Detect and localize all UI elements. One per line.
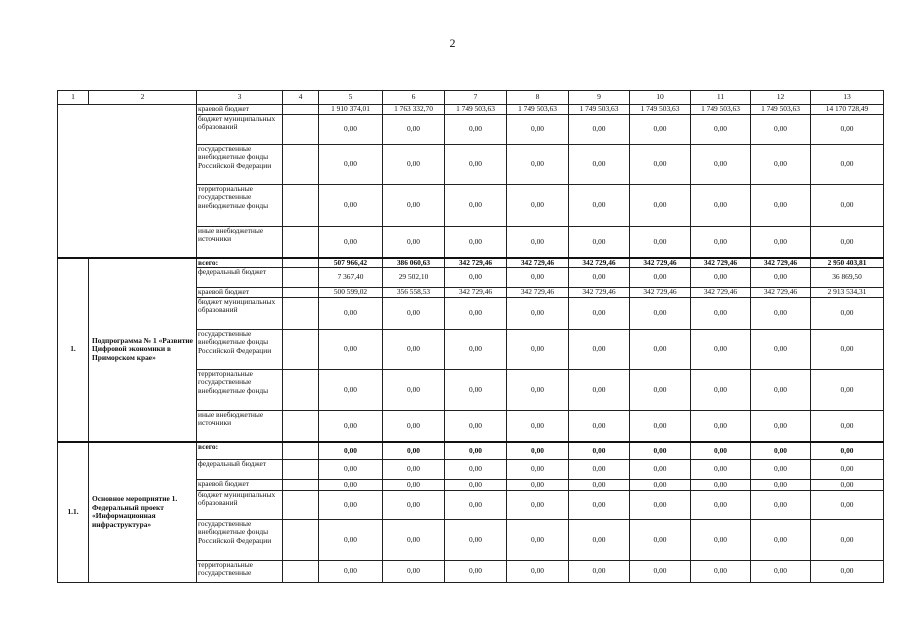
value-cell: 0,00 (811, 115, 884, 145)
value-cell: 0,00 (751, 330, 811, 370)
value-cell: 0,00 (630, 115, 691, 145)
value-cell: 0,00 (630, 561, 691, 583)
value-cell: 0,00 (445, 298, 507, 330)
value-cell: 0,00 (630, 227, 691, 258)
value-cell: 386 060,63 (383, 258, 445, 268)
value-cell: 14 170 728,49 (811, 105, 884, 115)
value-cell: 0,00 (751, 460, 811, 480)
value-cell: 0,00 (630, 460, 691, 480)
column-4-cell (283, 460, 319, 480)
value-cell: 342 729,46 (691, 258, 751, 268)
value-cell: 0,00 (569, 268, 630, 288)
value-cell: 0,00 (630, 411, 691, 442)
value-cell: 0,00 (630, 491, 691, 520)
source-label: иные внебюджетные источники (197, 227, 283, 258)
page-number: 2 (449, 36, 456, 50)
value-cell: 0,00 (383, 460, 445, 480)
column-4-cell (283, 105, 319, 115)
source-label: государственные внебюджетные фонды Российской Федерации (197, 330, 283, 370)
header-cell: 1 (58, 91, 89, 105)
value-cell: 0,00 (507, 370, 569, 411)
value-cell: 0,00 (811, 460, 884, 480)
value-cell: 0,00 (445, 115, 507, 145)
value-cell: 0,00 (319, 115, 383, 145)
source-label: федеральный бюджет (197, 460, 283, 480)
value-cell: 0,00 (569, 298, 630, 330)
value-cell: 0,00 (811, 561, 884, 583)
source-label: территориальные государственные (197, 561, 283, 583)
value-cell: 0,00 (691, 520, 751, 561)
header-cell: 13 (811, 91, 884, 105)
value-cell: 0,00 (751, 298, 811, 330)
value-cell: 0,00 (445, 370, 507, 411)
header-cell: 9 (569, 91, 630, 105)
value-cell: 0,00 (319, 411, 383, 442)
value-cell: 342 729,46 (445, 288, 507, 298)
value-cell: 0,00 (383, 145, 445, 185)
value-cell: 342 729,46 (751, 258, 811, 268)
value-cell: 0,00 (751, 185, 811, 227)
funding-table (57, 90, 884, 583)
value-cell: 0,00 (445, 480, 507, 491)
header-row (58, 91, 884, 105)
value-cell: 0,00 (445, 227, 507, 258)
source-label: бюджет муниципальных образований (197, 298, 283, 330)
column-4-cell (283, 491, 319, 520)
value-cell: 0,00 (319, 442, 383, 460)
value-cell: 0,00 (751, 268, 811, 288)
source-label: всего: (197, 442, 283, 460)
value-cell: 342 729,46 (569, 288, 630, 298)
value-cell: 1 763 332,70 (383, 105, 445, 115)
value-cell: 0,00 (691, 145, 751, 185)
value-cell: 0,00 (630, 185, 691, 227)
value-cell: 0,00 (751, 480, 811, 491)
value-cell: 500 599,02 (319, 288, 383, 298)
column-4-cell (283, 258, 319, 268)
value-cell: 0,00 (751, 491, 811, 520)
column-4-cell (283, 185, 319, 227)
value-cell: 0,00 (507, 298, 569, 330)
value-cell: 0,00 (751, 520, 811, 561)
value-cell: 0,00 (691, 370, 751, 411)
value-cell: 1 749 503,63 (630, 105, 691, 115)
column-4-cell (283, 298, 319, 330)
value-cell: 0,00 (691, 480, 751, 491)
value-cell: 0,00 (630, 330, 691, 370)
value-cell: 1 749 503,63 (751, 105, 811, 115)
value-cell: 1 749 503,63 (691, 105, 751, 115)
value-cell: 0,00 (630, 268, 691, 288)
source-label: краевой бюджет (197, 105, 283, 115)
value-cell: 0,00 (811, 330, 884, 370)
column-4-cell (283, 330, 319, 370)
value-cell: 0,00 (319, 520, 383, 561)
value-cell: 342 729,46 (445, 258, 507, 268)
column-4-cell (283, 411, 319, 442)
value-cell: 0,00 (383, 298, 445, 330)
value-cell: 0,00 (811, 298, 884, 330)
row-index: 1. (58, 258, 89, 442)
value-cell: 0,00 (507, 491, 569, 520)
value-cell: 342 729,46 (569, 258, 630, 268)
value-cell: 0,00 (751, 145, 811, 185)
value-cell: 0,00 (811, 411, 884, 442)
value-cell: 0,00 (691, 561, 751, 583)
value-cell: 0,00 (569, 460, 630, 480)
value-cell: 0,00 (507, 561, 569, 583)
row-index (58, 105, 197, 258)
value-cell: 0,00 (630, 145, 691, 185)
value-cell: 2 913 534,31 (811, 288, 884, 298)
column-4-cell (283, 145, 319, 185)
column-4-cell (283, 227, 319, 258)
table-row (58, 105, 884, 115)
value-cell: 0,00 (811, 227, 884, 258)
value-cell: 0,00 (811, 491, 884, 520)
value-cell: 0,00 (383, 115, 445, 145)
header-cell: 5 (319, 91, 383, 105)
value-cell: 0,00 (569, 411, 630, 442)
value-cell: 1 749 503,63 (569, 105, 630, 115)
source-label: краевой бюджет (197, 288, 283, 298)
value-cell: 342 729,46 (507, 258, 569, 268)
value-cell: 0,00 (383, 491, 445, 520)
value-cell: 0,00 (445, 520, 507, 561)
value-cell: 0,00 (811, 520, 884, 561)
value-cell: 0,00 (445, 491, 507, 520)
value-cell: 0,00 (811, 370, 884, 411)
value-cell: 0,00 (319, 330, 383, 370)
value-cell: 0,00 (569, 370, 630, 411)
value-cell: 0,00 (691, 268, 751, 288)
value-cell: 0,00 (445, 268, 507, 288)
value-cell: 0,00 (383, 227, 445, 258)
column-4-cell (283, 480, 319, 491)
value-cell: 0,00 (630, 298, 691, 330)
value-cell: 0,00 (751, 411, 811, 442)
value-cell: 0,00 (630, 520, 691, 561)
row-title: Подпрограмма № 1 «Развитие Цифровой экономики в Приморском крае» (89, 258, 197, 442)
value-cell: 0,00 (319, 227, 383, 258)
value-cell: 342 729,46 (691, 288, 751, 298)
value-cell: 0,00 (319, 480, 383, 491)
value-cell: 0,00 (319, 145, 383, 185)
value-cell: 342 729,46 (630, 258, 691, 268)
value-cell: 0,00 (811, 480, 884, 491)
source-label: краевой бюджет (197, 480, 283, 491)
value-cell: 0,00 (445, 411, 507, 442)
value-cell: 0,00 (507, 460, 569, 480)
value-cell: 0,00 (445, 442, 507, 460)
value-cell: 0,00 (507, 520, 569, 561)
value-cell: 0,00 (507, 268, 569, 288)
value-cell: 0,00 (507, 185, 569, 227)
value-cell: 0,00 (811, 442, 884, 460)
value-cell: 0,00 (630, 480, 691, 491)
value-cell: 7 367,40 (319, 268, 383, 288)
value-cell: 0,00 (630, 370, 691, 411)
value-cell: 0,00 (811, 185, 884, 227)
value-cell: 0,00 (319, 491, 383, 520)
column-4-cell (283, 561, 319, 583)
header-cell: 6 (383, 91, 445, 105)
header-cell: 10 (630, 91, 691, 105)
source-label: бюджет муниципальных образований (197, 491, 283, 520)
header-cell: 8 (507, 91, 569, 105)
source-label: всего: (197, 258, 283, 268)
value-cell: 0,00 (383, 480, 445, 491)
value-cell: 0,00 (691, 491, 751, 520)
column-4-cell (283, 115, 319, 145)
header-cell: 2 (89, 91, 197, 105)
row-title: Основное мероприятие 1. Федеральный проект «Информационная инфраструктура» (89, 442, 197, 583)
source-label: иные внебюджетные источники (197, 411, 283, 442)
header-cell: 3 (197, 91, 283, 105)
header-cell: 12 (751, 91, 811, 105)
table-row (58, 442, 884, 460)
value-cell: 0,00 (383, 185, 445, 227)
source-label: территориальные государственные внебюджетные фонды (197, 370, 283, 411)
value-cell: 0,00 (751, 115, 811, 145)
value-cell: 0,00 (507, 227, 569, 258)
value-cell: 36 869,50 (811, 268, 884, 288)
value-cell: 0,00 (751, 442, 811, 460)
value-cell: 0,00 (691, 330, 751, 370)
value-cell: 0,00 (383, 520, 445, 561)
column-4-cell (283, 520, 319, 561)
value-cell: 0,00 (569, 115, 630, 145)
value-cell: 1 910 374,01 (319, 105, 383, 115)
value-cell: 1 749 503,63 (507, 105, 569, 115)
value-cell: 0,00 (811, 145, 884, 185)
value-cell: 2 950 403,81 (811, 258, 884, 268)
value-cell: 0,00 (383, 330, 445, 370)
value-cell: 0,00 (319, 185, 383, 227)
value-cell: 0,00 (445, 145, 507, 185)
value-cell: 0,00 (569, 145, 630, 185)
value-cell: 356 558,53 (383, 288, 445, 298)
value-cell: 0,00 (507, 115, 569, 145)
value-cell: 0,00 (691, 185, 751, 227)
value-cell: 0,00 (691, 460, 751, 480)
value-cell: 0,00 (630, 442, 691, 460)
value-cell: 342 729,46 (507, 288, 569, 298)
header-cell: 11 (691, 91, 751, 105)
value-cell: 0,00 (319, 370, 383, 411)
value-cell: 0,00 (569, 520, 630, 561)
value-cell: 1 749 503,63 (445, 105, 507, 115)
column-4-cell (283, 268, 319, 288)
row-index: 1.1. (58, 442, 89, 583)
value-cell: 0,00 (507, 442, 569, 460)
value-cell: 0,00 (691, 442, 751, 460)
column-4-cell (283, 370, 319, 411)
value-cell: 507 966,42 (319, 258, 383, 268)
value-cell: 0,00 (691, 411, 751, 442)
value-cell: 0,00 (569, 561, 630, 583)
value-cell: 0,00 (383, 411, 445, 442)
value-cell: 0,00 (507, 145, 569, 185)
value-cell: 0,00 (569, 330, 630, 370)
value-cell: 0,00 (751, 227, 811, 258)
header-cell: 4 (283, 91, 319, 105)
value-cell: 0,00 (691, 227, 751, 258)
table-row (58, 258, 884, 268)
value-cell: 0,00 (319, 298, 383, 330)
value-cell: 0,00 (319, 460, 383, 480)
value-cell: 29 502,10 (383, 268, 445, 288)
value-cell: 0,00 (569, 185, 630, 227)
value-cell: 0,00 (569, 480, 630, 491)
column-4-cell (283, 442, 319, 460)
value-cell: 0,00 (445, 460, 507, 480)
value-cell: 0,00 (507, 411, 569, 442)
value-cell: 0,00 (319, 561, 383, 583)
value-cell: 0,00 (691, 115, 751, 145)
value-cell: 342 729,46 (630, 288, 691, 298)
header-cell: 7 (445, 91, 507, 105)
value-cell: 0,00 (445, 185, 507, 227)
source-label: государственные внебюджетные фонды Российской Федерации (197, 145, 283, 185)
source-label: государственные внебюджетные фонды Российской Федерации (197, 520, 283, 561)
value-cell: 0,00 (569, 491, 630, 520)
value-cell: 0,00 (507, 480, 569, 491)
value-cell: 0,00 (569, 442, 630, 460)
source-label: федеральный бюджет (197, 268, 283, 288)
value-cell: 0,00 (751, 370, 811, 411)
value-cell: 0,00 (383, 561, 445, 583)
column-4-cell (283, 288, 319, 298)
value-cell: 0,00 (569, 227, 630, 258)
value-cell: 0,00 (445, 330, 507, 370)
value-cell: 0,00 (751, 561, 811, 583)
value-cell: 0,00 (445, 561, 507, 583)
source-label: бюджет муниципальных образований (197, 115, 283, 145)
value-cell: 342 729,46 (751, 288, 811, 298)
value-cell: 0,00 (383, 370, 445, 411)
value-cell: 0,00 (383, 442, 445, 460)
value-cell: 0,00 (691, 298, 751, 330)
value-cell: 0,00 (507, 330, 569, 370)
source-label: территориальные государственные внебюджетные фонды (197, 185, 283, 227)
